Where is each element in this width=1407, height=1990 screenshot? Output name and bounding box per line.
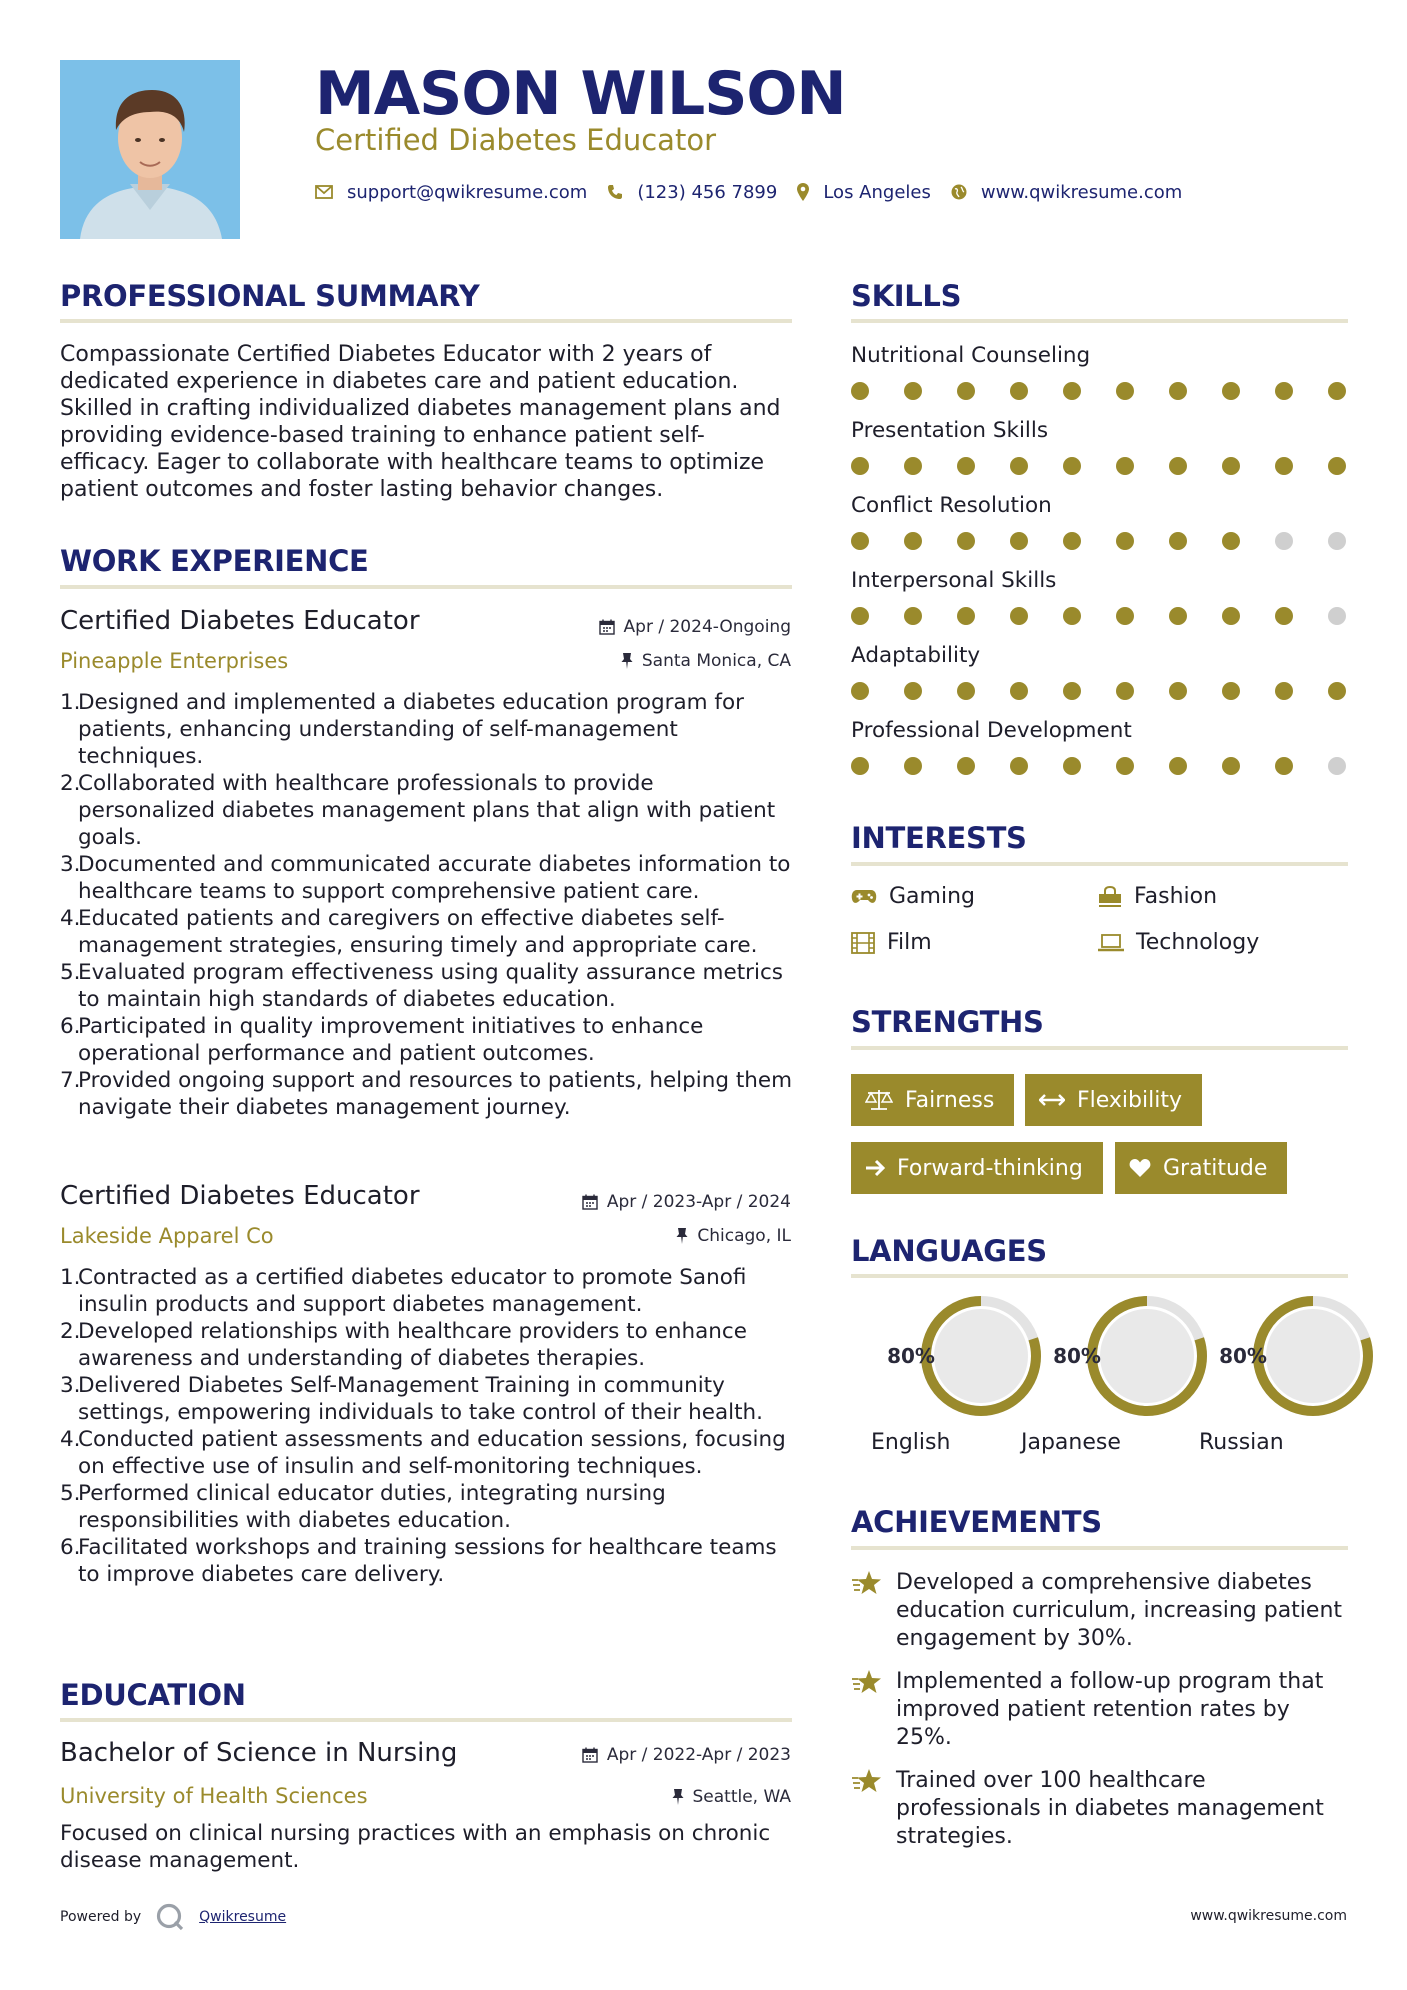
education-school: University of Health Sciences	[60, 1784, 368, 1808]
skill-dot	[1169, 757, 1187, 775]
skill-dot	[1275, 457, 1293, 475]
skill-2-rating	[851, 457, 1351, 475]
skill-dot	[1063, 607, 1081, 625]
skill-dot	[1275, 757, 1293, 775]
skill-dot	[1010, 682, 1028, 700]
skill-4-name: Interpersonal Skills	[851, 568, 1057, 593]
education-location-text: Seattle, WA	[692, 1787, 791, 1807]
skill-dot	[851, 682, 869, 700]
job-1-dates	[599, 616, 791, 638]
skill-dot	[1010, 382, 1028, 400]
globe-icon	[951, 184, 967, 200]
summary-divider	[60, 319, 792, 323]
skill-dot	[1169, 382, 1187, 400]
arrows-horizontal-icon	[1039, 1093, 1065, 1107]
list-item: 3. Documented and communicated accurate diabetes information to healthcare teams to support comprehensive patient care.	[60, 852, 791, 904]
languages-divider	[851, 1274, 1348, 1278]
skill-dot	[1275, 607, 1293, 625]
list-item: 4. Educated patients and caregivers on effective diabetes self-management strategies, ensuring timely and appropriate care.	[60, 906, 758, 958]
interests-heading: INTERESTS	[851, 821, 1027, 855]
skill-dot	[1063, 757, 1081, 775]
education-description: Focused on clinical nursing practices with an emphasis on chronic disease management.	[60, 1821, 771, 1873]
skill-dot	[1328, 382, 1346, 400]
achievement-3	[851, 1768, 883, 1798]
contact-website[interactable]	[951, 182, 1182, 203]
achievement-2-text: Implemented a follow-up program that improved patient retention rates by 25%.	[896, 1669, 1324, 1750]
skill-dot	[1010, 607, 1028, 625]
achievement-3-text: Trained over 100 healthcare professionals in diabetes management strategies.	[896, 1768, 1324, 1849]
heart-icon	[1129, 1158, 1151, 1178]
education-degree: Bachelor of Science in Nursing	[60, 1738, 458, 1768]
job-2-title: Certified Diabetes Educator	[60, 1181, 420, 1211]
powered-by-label: Powered by	[60, 1909, 142, 1925]
achievements-divider	[851, 1546, 1348, 1550]
language-japanese-name: Japanese	[1021, 1430, 1121, 1455]
job-2-dates	[582, 1191, 791, 1213]
skill-dot	[1328, 532, 1346, 550]
skill-dot	[1275, 682, 1293, 700]
skill-dot	[1328, 457, 1346, 475]
skill-1-name: Nutritional Counseling	[851, 343, 1091, 368]
skill-dot	[851, 757, 869, 775]
skill-5-name: Adaptability	[851, 643, 981, 668]
skill-dot	[1010, 757, 1028, 775]
skill-dot	[904, 457, 922, 475]
interest-fashion-label: Fashion	[1134, 884, 1218, 909]
skill-dot	[1222, 682, 1240, 700]
skill-6-name: Professional Development	[851, 718, 1132, 743]
strength-flexibility-label: Flexibility	[1077, 1087, 1182, 1113]
skill-dot	[1328, 757, 1346, 775]
skill-dot	[1010, 457, 1028, 475]
skill-dot	[1063, 457, 1081, 475]
calendar-icon	[582, 1747, 598, 1763]
skill-dot	[1328, 682, 1346, 700]
calendar-icon	[582, 1194, 598, 1210]
profile-photo	[60, 60, 240, 239]
skill-dot	[1116, 382, 1134, 400]
strength-fairness	[851, 1074, 1014, 1126]
education-dates	[582, 1744, 791, 1766]
website-text: www.qwikresume.com	[980, 181, 1183, 203]
gamepad-icon	[851, 889, 877, 905]
footer-website[interactable]: www.qwikresume.com	[1190, 1908, 1347, 1924]
list-item: 7. Provided ongoing support and resources to patients, helping them navigate their diabetes management journey.	[60, 1068, 793, 1120]
list-item: 3. Delivered Diabetes Self-Management Training in community settings, empowering individuals to take control of their health.	[60, 1373, 763, 1425]
language-english-percent: 80%	[887, 1344, 935, 1368]
language-english-name: English	[871, 1430, 951, 1455]
contact-location	[797, 182, 931, 203]
summary-text: Compassionate Certified Diabetes Educator with 2 years of dedicated experience in diabetes care and patient education. Skilled in crafting individualized diabetes management plans and providing evidence-based training to enhance patient self-efficacy. Eager to collaborate with healthcare teams to optimize patient outcomes and foster lasting behavior changes.	[60, 342, 781, 502]
strength-flexibility	[1025, 1074, 1202, 1126]
skill-3-name: Conflict Resolution	[851, 493, 1052, 518]
skill-dot	[1275, 382, 1293, 400]
star-icon	[851, 1768, 883, 1794]
skill-dot	[904, 757, 922, 775]
list-item: 5. Performed clinical educator duties, integrating nursing responsibilities with diabetes education.	[60, 1481, 666, 1533]
job-1-title: Certified Diabetes Educator	[60, 606, 420, 636]
skill-dot	[1169, 607, 1187, 625]
skill-dot	[1328, 607, 1346, 625]
achievement-1-text: Developed a comprehensive diabetes education curriculum, increasing patient engagement by 30%.	[896, 1570, 1343, 1651]
list-item: 2. Collaborated with healthcare professionals to provide personalized diabetes management plans that align with patient goals.	[60, 771, 776, 850]
envelope-icon	[315, 185, 333, 199]
skill-dot	[1169, 682, 1187, 700]
job-1-bullets	[60, 689, 795, 1121]
skill-dot	[851, 532, 869, 550]
education-dates-text: Apr / 2022-Apr / 2023	[606, 1745, 791, 1765]
strengths-heading: STRENGTHS	[851, 1005, 1044, 1039]
skill-dot	[1116, 532, 1134, 550]
languages-heading: LANGUAGES	[851, 1234, 1047, 1268]
interest-film-label: Film	[887, 930, 932, 955]
skill-dot	[904, 682, 922, 700]
star-icon	[851, 1669, 883, 1695]
job-2-location-text: Chicago, IL	[697, 1226, 791, 1246]
summary-heading: PROFESSIONAL SUMMARY	[60, 279, 480, 313]
achievement-1	[851, 1570, 883, 1600]
skill-dot	[904, 382, 922, 400]
star-icon	[851, 1570, 883, 1596]
skill-dot	[1222, 532, 1240, 550]
strength-gratitude-label: Gratitude	[1163, 1155, 1268, 1181]
skill-dot	[957, 532, 975, 550]
strength-gratitude	[1115, 1142, 1287, 1194]
skill-dot	[1222, 757, 1240, 775]
map-marker-icon	[797, 183, 809, 201]
skill-dot	[1010, 532, 1028, 550]
language-russian-name: Russian	[1199, 1430, 1284, 1455]
interest-technology	[1098, 930, 1259, 955]
job-2-location	[676, 1225, 791, 1247]
skill-6-rating	[851, 757, 1351, 775]
arrow-right-icon	[865, 1159, 885, 1177]
candidate-name: MASON WILSON	[315, 59, 846, 129]
job-2-company: Lakeside Apparel Co	[60, 1224, 274, 1248]
skill-5-rating	[851, 682, 1351, 700]
list-item: 1. Contracted as a certified diabetes educator to promote Sanofi insulin products and support diabetes management.	[60, 1265, 747, 1317]
skill-2-name: Presentation Skills	[851, 418, 1049, 443]
education-heading: EDUCATION	[60, 1678, 246, 1712]
list-item: 1. Designed and implemented a diabetes education program for patients, enhancing understanding of self-management techniques.	[60, 690, 744, 769]
skill-dot	[1275, 532, 1293, 550]
phone-text: (123) 456 7899	[637, 181, 778, 203]
list-item: 2. Developed relationships with healthcare providers to enhance awareness and understanding of diabetes therapies.	[60, 1319, 747, 1371]
job-2-bullets	[60, 1264, 795, 1588]
qwikresume-logo-icon	[155, 1902, 185, 1932]
skill-dot	[851, 457, 869, 475]
language-russian-percent: 80%	[1219, 1344, 1267, 1368]
achievement-2	[851, 1669, 883, 1699]
skill-dot	[1116, 757, 1134, 775]
thumbtack-icon	[621, 653, 633, 669]
skill-dot	[851, 607, 869, 625]
balance-scale-icon	[865, 1089, 893, 1111]
skill-dot	[957, 607, 975, 625]
education-divider	[60, 1718, 792, 1722]
interest-gaming-label: Gaming	[889, 884, 975, 909]
contact-phone[interactable]	[607, 182, 777, 203]
skill-dot	[1063, 682, 1081, 700]
skill-dot	[1116, 682, 1134, 700]
strengths-divider	[851, 1046, 1348, 1050]
skill-3-rating	[851, 532, 1351, 550]
calendar-icon	[599, 619, 615, 635]
skill-dot	[1222, 457, 1240, 475]
skill-dot	[1116, 607, 1134, 625]
interest-film	[851, 930, 932, 955]
skill-dot	[1063, 532, 1081, 550]
list-item: 6. Participated in quality improvement initiatives to enhance operational performance and patient outcomes.	[60, 1014, 704, 1066]
skill-dot	[957, 382, 975, 400]
thumbtack-icon	[672, 1789, 684, 1805]
list-item: 5. Evaluated program effectiveness using quality assurance metrics to maintain high standards of diabetes education.	[60, 960, 783, 1012]
contact-bar	[315, 178, 1202, 206]
skill-dot	[904, 607, 922, 625]
interests-divider	[851, 862, 1348, 866]
phone-icon	[607, 184, 623, 200]
interest-gaming	[851, 884, 975, 909]
skill-dot	[1169, 457, 1187, 475]
interest-fashion	[1098, 884, 1217, 909]
contact-email[interactable]	[315, 182, 587, 203]
list-item: 6. Facilitated workshops and training sessions for healthcare teams to improve diabetes care delivery.	[60, 1535, 777, 1587]
skill-dot	[1169, 532, 1187, 550]
job-1-location-text: Santa Monica, CA	[641, 651, 791, 671]
experience-heading: WORK EXPERIENCE	[60, 544, 369, 578]
film-icon	[851, 932, 875, 954]
skill-dot	[904, 532, 922, 550]
skill-dot	[851, 382, 869, 400]
skill-dot	[957, 682, 975, 700]
skill-dot	[1222, 382, 1240, 400]
shopping-bag-icon	[1098, 886, 1122, 908]
job-2-dates-text: Apr / 2023-Apr / 2024	[606, 1192, 791, 1212]
skill-dot	[957, 457, 975, 475]
strength-forward-thinking	[851, 1142, 1103, 1194]
language-japanese-percent: 80%	[1053, 1344, 1101, 1368]
qwikresume-link[interactable]: Qwikresume	[199, 1909, 287, 1925]
strength-fairness-label: Fairness	[905, 1087, 995, 1113]
person-photo-illustration	[60, 60, 240, 239]
email-text: support@qwikresume.com	[347, 181, 588, 203]
skill-dot	[1063, 382, 1081, 400]
list-item: 4. Conducted patient assessments and education sessions, focusing on effective use of insulin and self-monitoring techniques.	[60, 1427, 786, 1479]
skills-heading: SKILLS	[851, 279, 962, 313]
skills-divider	[851, 319, 1348, 323]
skill-1-rating	[851, 382, 1351, 400]
location-text: Los Angeles	[823, 181, 931, 203]
job-1-dates-text: Apr / 2024-Ongoing	[623, 617, 791, 637]
skill-4-rating	[851, 607, 1351, 625]
skill-dot	[957, 757, 975, 775]
job-1-location	[621, 650, 791, 672]
strength-forward-thinking-label: Forward-thinking	[897, 1155, 1083, 1181]
footer-powered-by	[60, 1900, 286, 1934]
education-location	[672, 1786, 792, 1808]
interest-technology-label: Technology	[1136, 930, 1260, 955]
skill-dot	[1116, 457, 1134, 475]
skill-dot	[1222, 607, 1240, 625]
thumbtack-icon	[676, 1228, 688, 1244]
achievements-heading: ACHIEVEMENTS	[851, 1505, 1102, 1539]
experience-divider	[60, 585, 792, 589]
job-1-company: Pineapple Enterprises	[60, 649, 289, 673]
laptop-icon	[1098, 934, 1124, 952]
candidate-title: Certified Diabetes Educator	[315, 123, 716, 157]
